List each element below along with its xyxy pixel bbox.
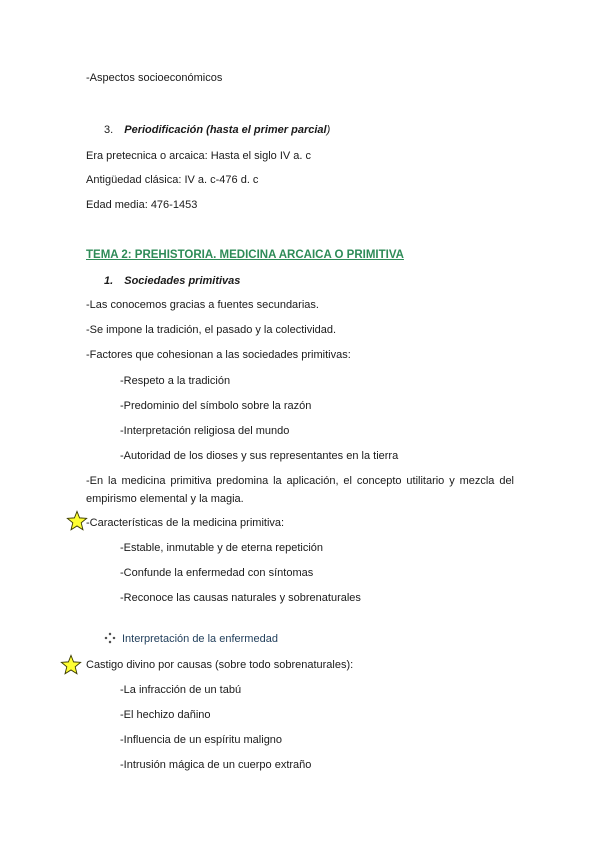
- subsection-interpretacion: Interpretación de la enfermedad: [122, 633, 278, 645]
- text-castigo: Castigo divino por causas (sobre todo sobrenaturales):: [86, 659, 354, 671]
- text-edad-media: Edad media: 476-1453: [86, 199, 198, 211]
- list-item: -Predominio del símbolo sobre la razón: [120, 400, 312, 412]
- text-era-pretecnica: Era pretecnica o arcaica: Hasta el siglo IV a. c: [86, 150, 311, 162]
- text-caracteristicas: -Características de la medicina primitiva:: [86, 517, 285, 529]
- list-item: -Interpretación religiosa del mundo: [120, 425, 290, 437]
- diamond-bullet-icon: [104, 632, 116, 644]
- heading-suffix: (hasta el primer parcial: [203, 124, 327, 136]
- star-icon: [60, 654, 82, 676]
- list-item: -Respeto a la tradición: [120, 375, 231, 387]
- list-number: 1.: [104, 275, 114, 287]
- list-number: 3.: [104, 124, 114, 136]
- text-factores: -Factores que cohesionan a las sociedades primitivas:: [86, 349, 351, 361]
- heading-text: Sociedades primitivas: [124, 275, 241, 287]
- heading-close: ): [326, 124, 331, 136]
- paragraph-medicina-primitiva: -En la medicina primitiva predomina la aplicación, el concepto utilitario y mezcla del empirismo elemental y la magia.: [86, 475, 514, 505]
- text-aspectos: -Aspectos socioeconómicos: [86, 72, 223, 84]
- heading-sociedades: [104, 274, 240, 288]
- list-item: -Influencia de un espíritu maligno: [120, 734, 283, 746]
- text-tradicion: -Se impone la tradición, el pasado y la colectividad.: [86, 324, 337, 336]
- list-item: -El hechizo dañino: [120, 709, 211, 721]
- heading-periodificacion: [104, 123, 330, 137]
- text-antiguedad: Antigüedad clásica: IV a. c-476 d. c: [86, 174, 259, 186]
- list-item: -Intrusión mágica de un cuerpo extraño: [120, 759, 312, 771]
- star-icon: [66, 510, 88, 532]
- list-item: -Estable, inmutable y de eterna repetición: [120, 542, 324, 554]
- heading-text: Periodificación: [124, 124, 204, 136]
- list-item: -La infracción de un tabú: [120, 684, 242, 696]
- list-item: -Autoridad de los dioses y sus representantes en la tierra: [120, 450, 399, 462]
- list-item: -Reconoce las causas naturales y sobrenaturales: [120, 592, 361, 604]
- text-fuentes: -Las conocemos gracias a fuentes secundarias.: [86, 299, 319, 311]
- list-item: -Confunde la enfermedad con síntomas: [120, 567, 314, 579]
- section-title-tema2: TEMA 2: PREHISTORIA. MEDICINA ARCAICA O PRIMITIVA: [86, 249, 404, 261]
